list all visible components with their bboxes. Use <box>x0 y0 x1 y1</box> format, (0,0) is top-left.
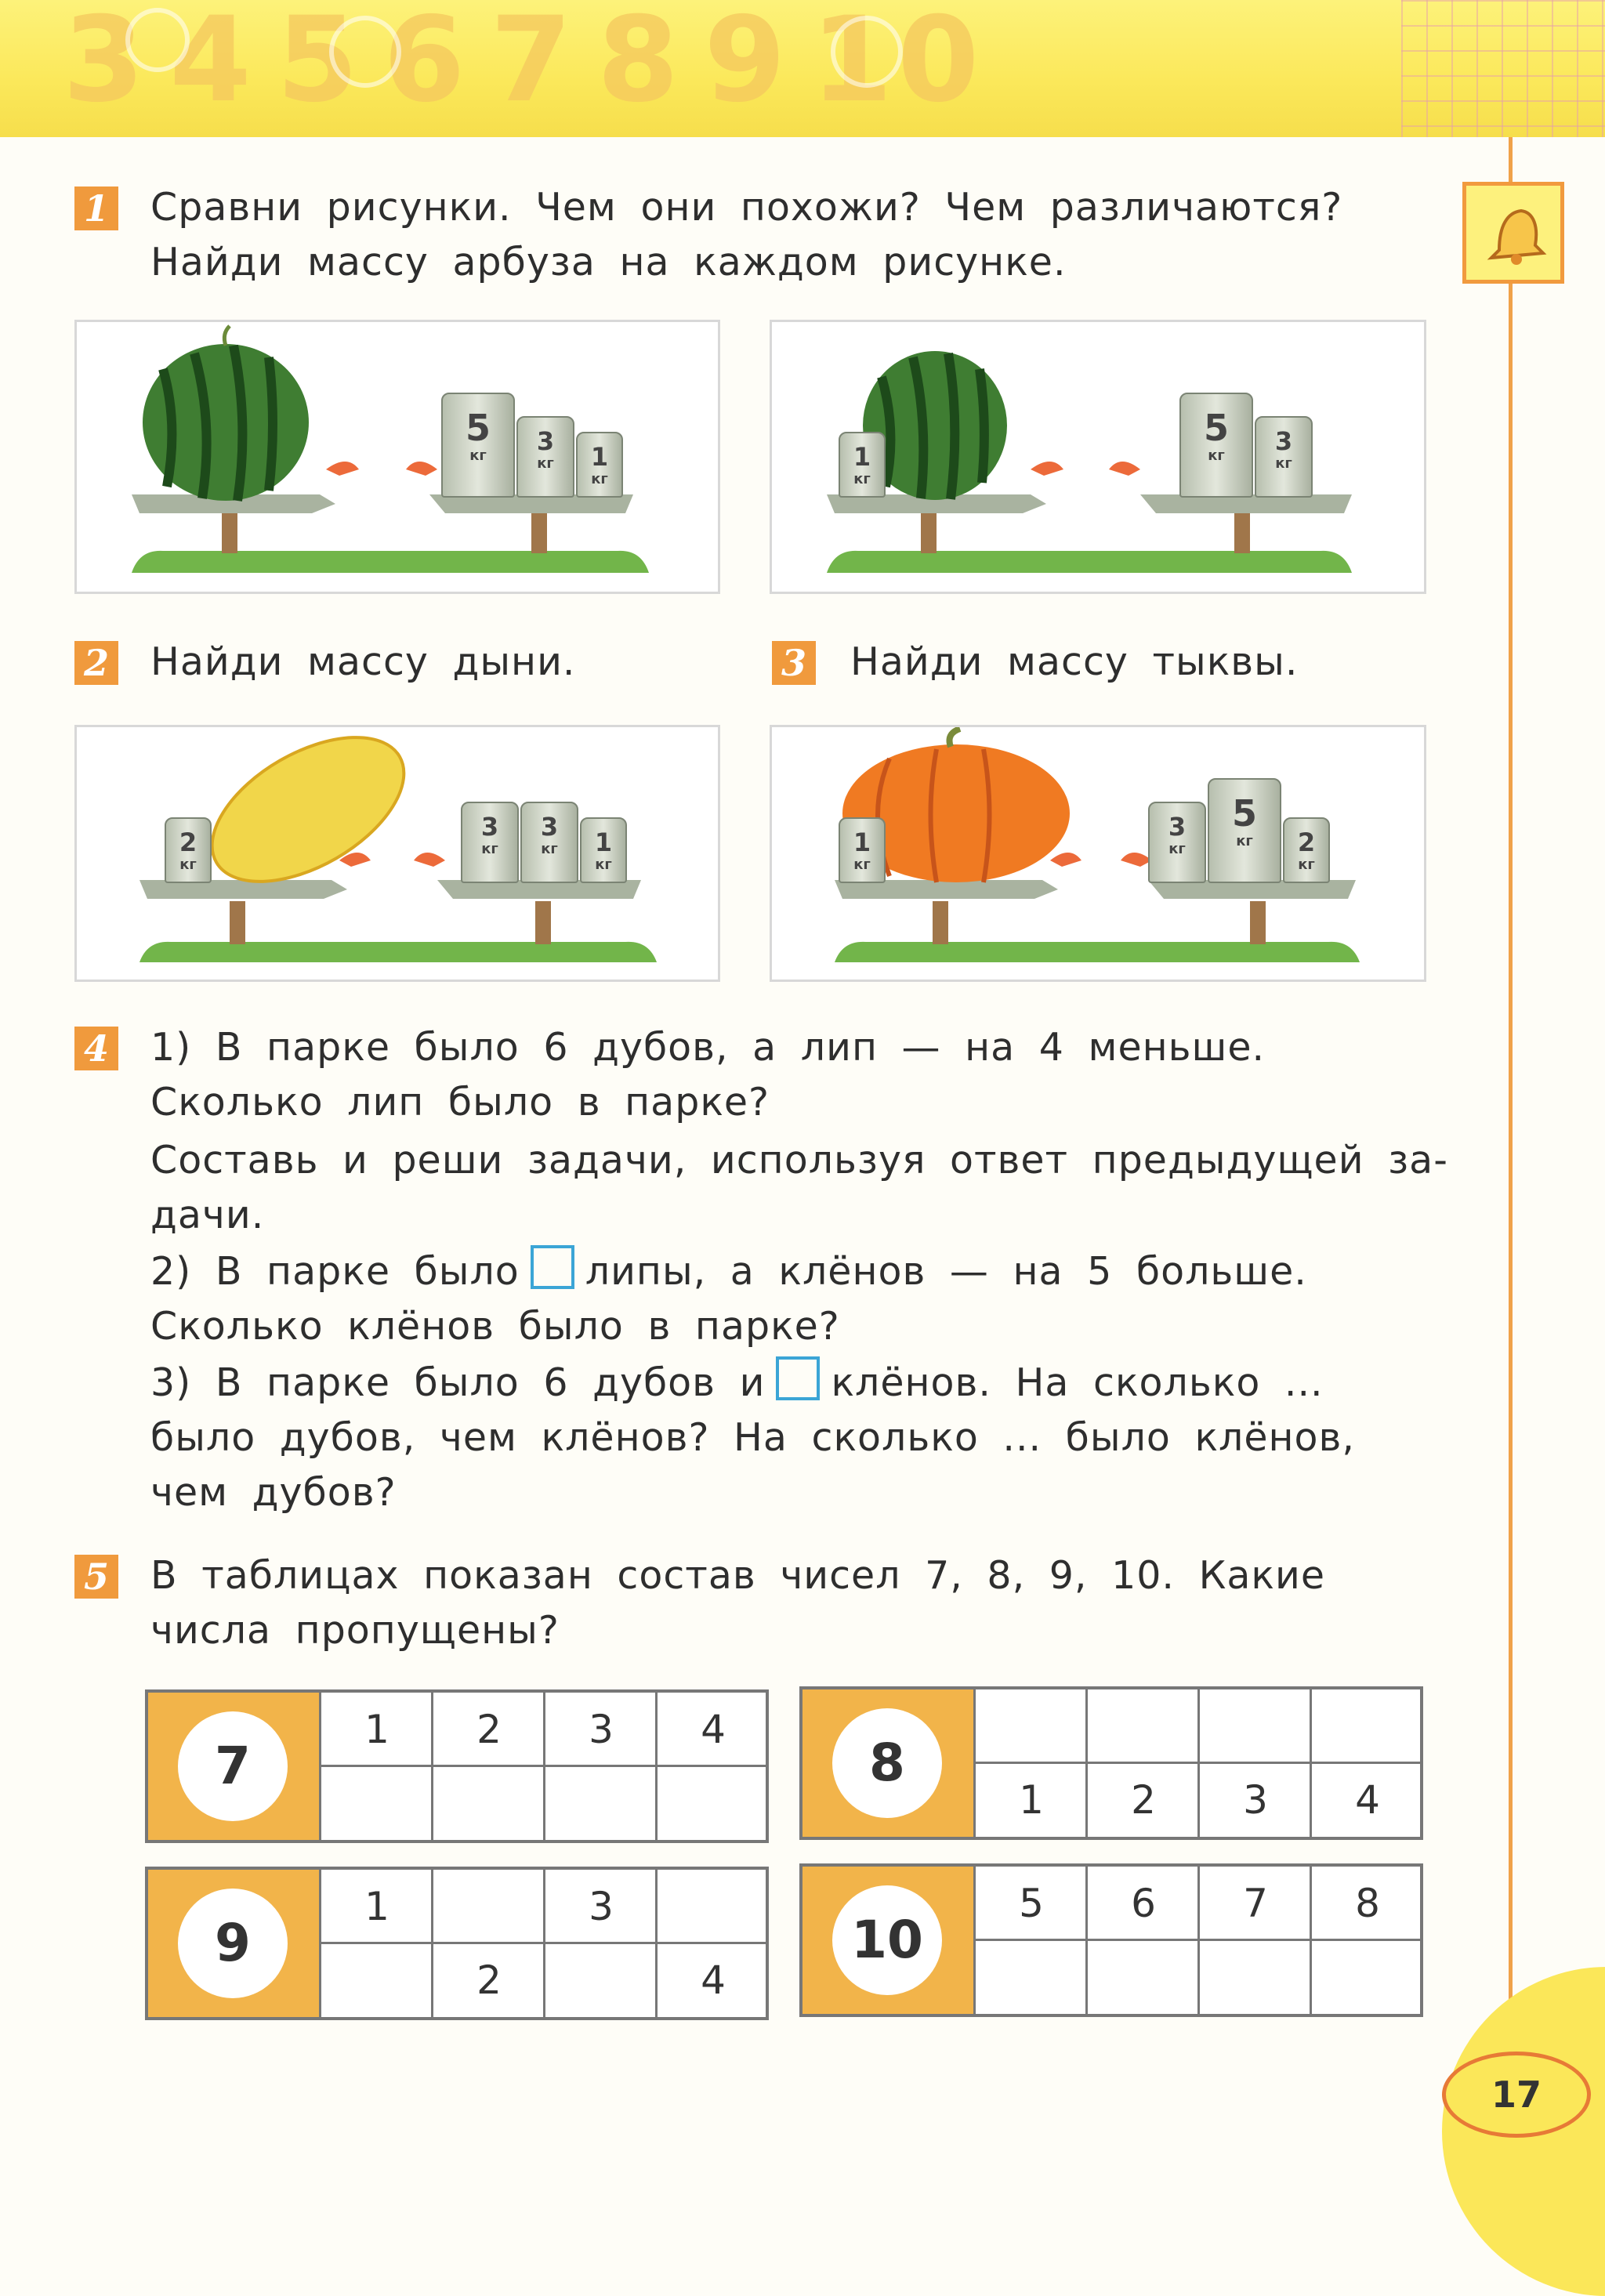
weight-unit: кг <box>481 841 498 857</box>
weight-value: 1 <box>853 828 871 857</box>
table-cell[interactable] <box>319 1766 433 1840</box>
weight-1kg <box>839 817 886 883</box>
table-cell[interactable] <box>1197 1689 1311 1763</box>
task4-line <box>150 1244 1307 1299</box>
table-cell[interactable] <box>655 1870 769 1943</box>
table-cell[interactable] <box>543 1943 657 2017</box>
table-cell[interactable] <box>1310 1689 1423 1763</box>
banner-digit: 7 <box>490 0 577 129</box>
table-cell[interactable] <box>655 1766 769 1840</box>
weight-value: 3 <box>1168 812 1187 842</box>
table-cell[interactable] <box>431 1766 545 1840</box>
table-cell: 8 <box>1310 1867 1423 1940</box>
task1-line1: Сравни рисунки. Чем они похожи? Чем различаются? <box>150 185 1343 230</box>
decor-circle-icon <box>831 16 903 88</box>
weight-1kg <box>576 432 623 498</box>
weight-unit: кг <box>469 447 487 464</box>
task4-line: Сколько клёнов было в парке? <box>150 1304 840 1349</box>
task4-text: 2) В парке было <box>150 1249 520 1294</box>
weight-unit: кг <box>1236 833 1253 849</box>
table-cell[interactable] <box>1085 1689 1199 1763</box>
weight-value: 1 <box>594 828 613 857</box>
weight-value: 5 <box>1231 792 1257 835</box>
task4-line: Составь и реши задачи, используя ответ предыдущей за- <box>150 1138 1448 1182</box>
table-number: 8 <box>832 1708 942 1818</box>
table-cell: 1 <box>319 1870 433 1943</box>
weight-value: 3 <box>1274 426 1293 456</box>
table-cell[interactable] <box>1197 1940 1311 2014</box>
scale-picture-1 <box>74 320 720 594</box>
task4-line: Сколько лип было в парке? <box>150 1080 770 1124</box>
weight-3kg <box>520 802 578 883</box>
number-table-9 <box>145 1867 769 2020</box>
weight-unit: кг <box>179 856 197 873</box>
margin-line <box>1509 137 1513 2081</box>
scale-picture-2 <box>770 320 1426 594</box>
table-cell[interactable] <box>973 1940 1087 2014</box>
task-number: 2 <box>74 641 118 685</box>
weight-unit: кг <box>595 856 612 873</box>
number-table-8 <box>799 1686 1423 1840</box>
banner-digit: 3 <box>63 0 150 129</box>
task4-text: клёнов. На сколько ... <box>831 1360 1324 1405</box>
task4-text: 3) В парке было 6 дубов и <box>150 1360 766 1405</box>
table-cell: 2 <box>431 1693 545 1766</box>
table-cell: 2 <box>431 1943 545 2017</box>
task3-text: Найди массу тыквы. <box>850 639 1299 684</box>
table-cell[interactable] <box>543 1766 657 1840</box>
weight-1kg <box>839 432 886 498</box>
table-cell: 5 <box>973 1867 1087 1940</box>
table-cell: 2 <box>1085 1763 1199 1837</box>
weight-2kg <box>165 817 212 883</box>
weight-unit: кг <box>1298 856 1315 873</box>
task4-line: дачи. <box>150 1193 265 1237</box>
table-number: 9 <box>178 1889 288 1998</box>
table-cell[interactable] <box>431 1870 545 1943</box>
banner-digit: 10 <box>810 0 984 129</box>
table-cell: 4 <box>655 1943 769 2017</box>
task4-line <box>150 1356 1324 1411</box>
number-table-10 <box>799 1863 1423 2017</box>
weight-value: 2 <box>1297 828 1316 857</box>
table-cell: 1 <box>319 1693 433 1766</box>
table-number: 10 <box>832 1885 942 1995</box>
number-table-7 <box>145 1689 769 1843</box>
weight-3kg <box>516 416 574 498</box>
table-cell: 3 <box>543 1870 657 1943</box>
task4-line: чем дубов? <box>150 1470 397 1515</box>
header-banner <box>0 0 1605 137</box>
task-number: 4 <box>74 1027 118 1070</box>
table-cell: 3 <box>543 1693 657 1766</box>
banner-digit: 6 <box>383 0 470 129</box>
task-number: 5 <box>74 1555 118 1599</box>
task2-text: Найди массу дыни. <box>150 639 576 684</box>
weight-unit: кг <box>537 455 554 472</box>
weight-value: 3 <box>480 812 499 842</box>
table-number: 7 <box>178 1711 288 1821</box>
table-cell[interactable] <box>973 1689 1087 1763</box>
decor-circle-icon <box>329 16 401 88</box>
banner-digit: 4 <box>169 0 256 129</box>
answer-box[interactable] <box>531 1245 574 1289</box>
weight-5kg <box>441 393 515 498</box>
table-header <box>802 1867 973 2014</box>
banner-digit: 8 <box>596 0 684 129</box>
weight-unit: кг <box>1275 455 1292 472</box>
weight-unit: кг <box>1168 841 1186 857</box>
task-number: 3 <box>772 641 816 685</box>
table-cell: 7 <box>1197 1867 1311 1940</box>
banner-grid <box>1401 0 1605 137</box>
answer-box[interactable] <box>776 1356 820 1400</box>
weight-value: 3 <box>536 426 555 456</box>
bell-icon <box>1462 182 1564 284</box>
banner-digit: 5 <box>276 0 364 129</box>
table-cell[interactable] <box>1310 1940 1423 2014</box>
task-number: 1 <box>74 187 118 230</box>
task5-line: числа пропущены? <box>150 1608 560 1653</box>
weight-3kg <box>1148 802 1206 883</box>
banner-digit: 9 <box>704 0 791 129</box>
table-header <box>802 1689 973 1837</box>
weight-1kg <box>580 817 627 883</box>
weight-3kg <box>461 802 519 883</box>
table-cell[interactable] <box>1085 1940 1199 2014</box>
table-cell: 3 <box>1197 1763 1311 1837</box>
weight-unit: кг <box>541 841 558 857</box>
weight-3kg <box>1255 416 1313 498</box>
decor-circle-icon <box>125 8 190 72</box>
weight-value: 3 <box>540 812 559 842</box>
weight-value: 1 <box>590 442 609 472</box>
weight-value: 5 <box>465 407 491 449</box>
table-header <box>148 1870 319 2017</box>
table-cell: 4 <box>655 1693 769 1766</box>
table-cell: 1 <box>973 1763 1087 1837</box>
weight-value: 1 <box>853 442 871 472</box>
weight-unit: кг <box>853 471 871 487</box>
task4-line: было дубов, чем клёнов? На сколько ... было клёнов, <box>150 1415 1355 1460</box>
weight-5kg <box>1179 393 1253 498</box>
task5-line: В таблицах показан состав чисел 7, 8, 9, 10. Какие <box>150 1553 1325 1598</box>
weight-value: 5 <box>1203 407 1229 449</box>
weight-unit: кг <box>1208 447 1225 464</box>
weight-unit: кг <box>853 856 871 873</box>
table-cell: 4 <box>1310 1763 1423 1837</box>
scale-picture-melon <box>74 725 720 982</box>
weight-unit: кг <box>591 471 608 487</box>
task1-line2: Найди массу арбуза на каждом рисунке. <box>150 240 1067 284</box>
task4-line: 1) В парке было 6 дубов, а лип — на 4 меньше. <box>150 1025 1266 1070</box>
scale-picture-pumpkin <box>770 725 1426 982</box>
table-cell: 6 <box>1085 1867 1199 1940</box>
weight-2kg <box>1283 817 1330 883</box>
page-number: 17 <box>1442 2052 1591 2138</box>
table-header <box>148 1693 319 1840</box>
table-cell[interactable] <box>319 1943 433 2017</box>
weight-5kg <box>1208 778 1281 883</box>
task4-text: липы, а клёнов — на 5 больше. <box>585 1249 1307 1294</box>
weight-value: 2 <box>179 828 197 857</box>
